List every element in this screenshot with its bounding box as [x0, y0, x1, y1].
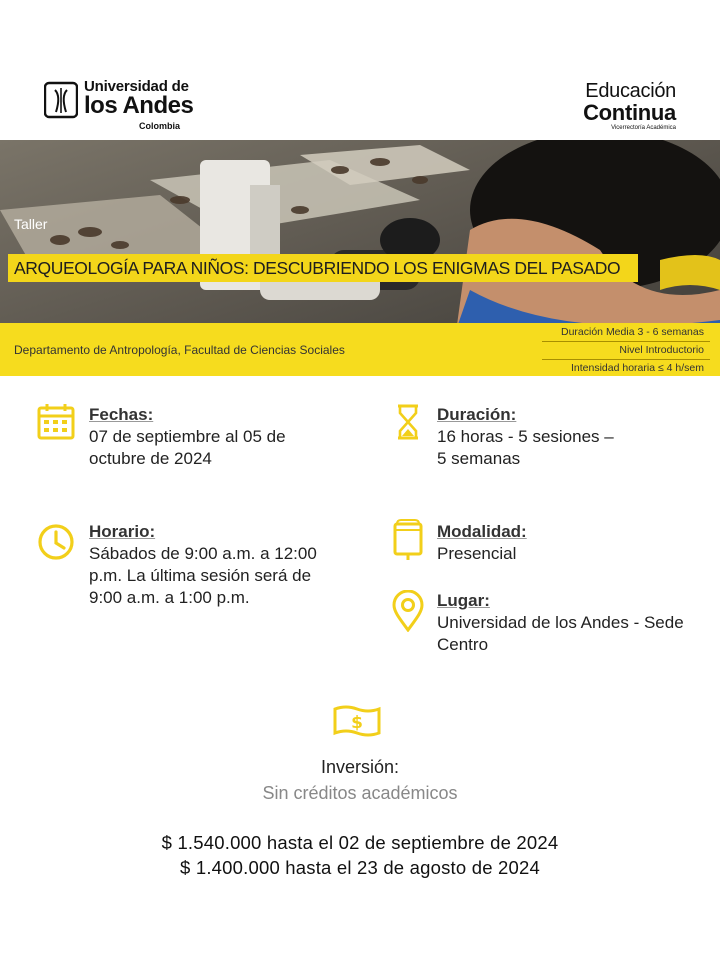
banner-kicker: Taller [14, 216, 48, 232]
duracion-block [437, 404, 707, 470]
uniandes-logo [44, 78, 214, 136]
price-line-2: $ 1.400.000 hasta el 23 de agosto de 2024 [180, 857, 540, 878]
meta-level: Nivel Introductorio [619, 344, 704, 356]
uniandes-line1: Universidad de [84, 78, 189, 95]
edu-line2: Continua [583, 100, 676, 125]
money-bill-icon [332, 703, 382, 739]
fechas-label: Fechas: [89, 405, 154, 424]
edu-line3: Vicerrectoría Académica [611, 125, 676, 131]
lugar-block [437, 590, 712, 656]
modalidad-value: Presencial [437, 544, 517, 563]
hourglass-icon [388, 402, 428, 442]
department-name: Departamento de Antropología, Facultad de Ciencias Sociales [14, 343, 345, 357]
lugar-value-2: Centro [437, 635, 489, 654]
horario-value-3: 9:00 a.m. a 1:00 p.m. [89, 588, 250, 607]
book-icon [388, 518, 428, 558]
course-title: ARQUEOLOGÍA PARA NIÑOS: DESCUBRIENDO LOS ENIGMAS DEL PASADO [14, 258, 621, 278]
duracion-value-1: 16 horas - 5 sesiones – [437, 427, 614, 446]
meta-intensity: Intensidad horaria ≤ 4 h/sem [570, 362, 704, 374]
department-bar [0, 323, 720, 376]
edu-line1: Educación [585, 80, 676, 102]
meta-divider [542, 359, 710, 360]
horario-value-1: Sábados de 9:00 a.m. a 12:00 [89, 544, 317, 563]
meta-divider [542, 341, 710, 342]
horario-block [89, 521, 359, 609]
horario-label: Horario: [89, 522, 156, 541]
meta-duration: Duración Media 3 - 6 semanas [561, 326, 704, 338]
calendar-icon [36, 402, 76, 442]
investment-note: Sin créditos académicos [262, 783, 458, 803]
uniandes-line2: los Andes [84, 92, 194, 119]
fechas-block [89, 404, 359, 470]
educacion-continua-logo [583, 80, 676, 132]
course-banner [0, 140, 720, 376]
lugar-label: Lugar: [437, 591, 490, 610]
lugar-value-1: Universidad de los Andes - Sede [437, 613, 684, 632]
duracion-value-2: 5 semanas [437, 449, 521, 468]
location-pin-icon [388, 590, 428, 630]
modalidad-block [437, 521, 707, 565]
clock-icon [36, 522, 76, 562]
course-title-bar [8, 254, 638, 282]
uniandes-line3: Colombia [139, 121, 181, 131]
horario-value-2: p.m. La última sesión será de [89, 566, 312, 585]
price-line-1: $ 1.540.000 hasta el 02 de septiembre de 2024 [161, 832, 559, 853]
fechas-value-1: 07 de septiembre al 05 de [89, 427, 286, 446]
investment-label: Inversión: [320, 757, 400, 777]
fechas-value-2: octubre de 2024 [89, 449, 212, 468]
duracion-label: Duración: [437, 405, 517, 424]
uniandes-shield-icon [44, 80, 78, 120]
svg-text:$: $ [351, 713, 363, 733]
modalidad-label: Modalidad: [437, 522, 527, 541]
